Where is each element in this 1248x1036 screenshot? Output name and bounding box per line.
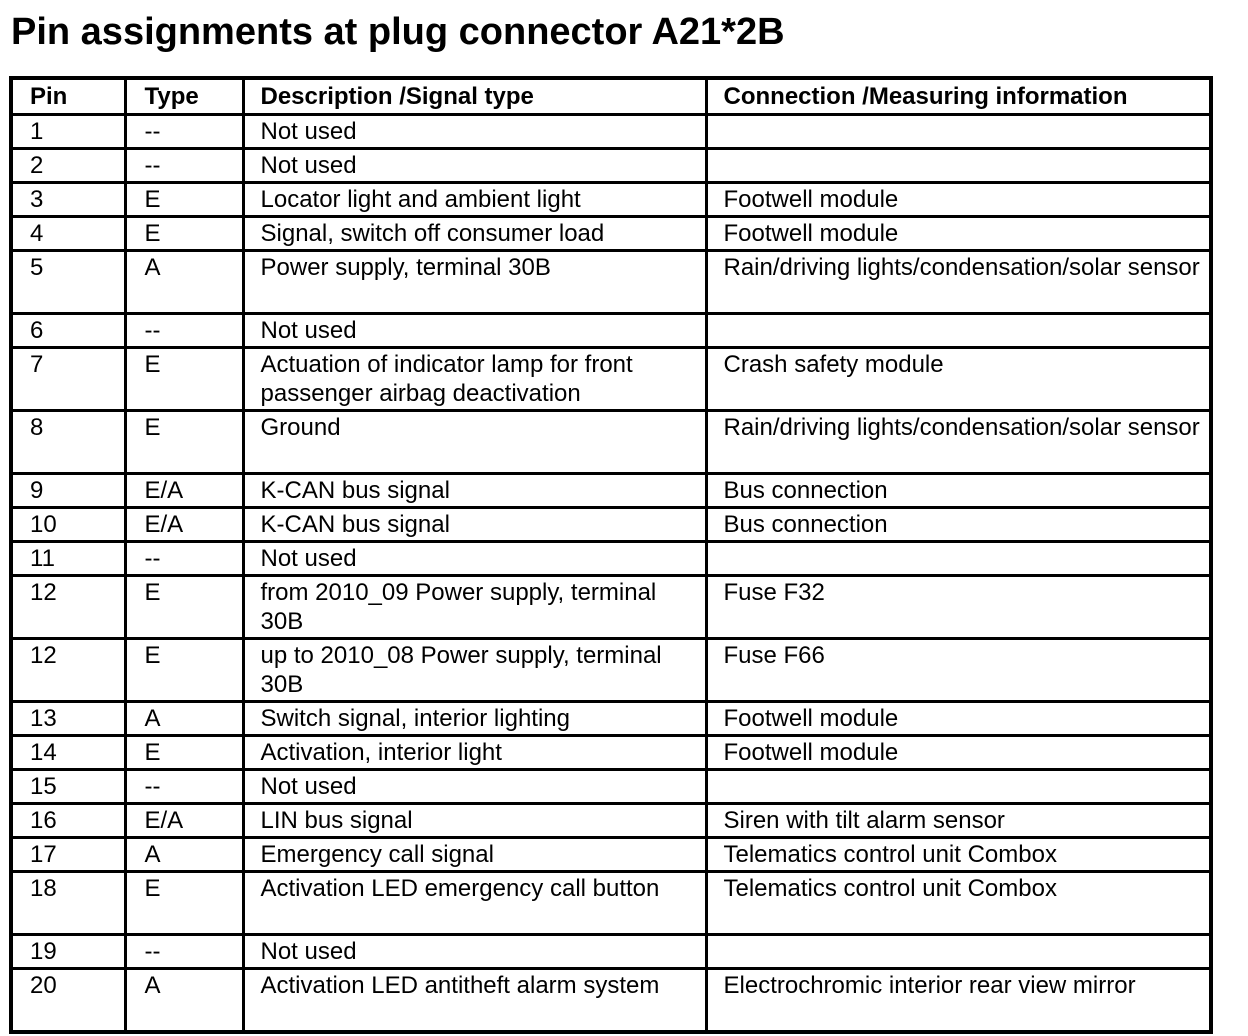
cell-type: -- (125, 770, 243, 804)
cell-connection: Rain/driving lights/condensation/solar sensor (706, 251, 1211, 314)
table-row (11, 115, 1211, 149)
cell-connection (706, 149, 1211, 183)
cell-connection (706, 935, 1211, 969)
cell-connection: Fuse F66 (706, 639, 1211, 702)
cell-pin: 19 (11, 935, 125, 969)
cell-type: E/A (125, 508, 243, 542)
cell-description: Activation, interior light (243, 736, 706, 770)
cell-type: -- (125, 314, 243, 348)
cell-description: Switch signal, interior lighting (243, 702, 706, 736)
cell-pin: 13 (11, 702, 125, 736)
cell-description: up to 2010_08 Power supply, terminal 30B (243, 639, 706, 702)
header-type: Type (125, 78, 243, 115)
cell-pin: 10 (11, 508, 125, 542)
cell-pin: 9 (11, 474, 125, 508)
table-row (11, 348, 1211, 411)
cell-description: Not used (243, 115, 706, 149)
cell-pin: 11 (11, 542, 125, 576)
header-description: Description /Signal type (243, 78, 706, 115)
cell-connection: Footwell module (706, 217, 1211, 251)
table-row (11, 804, 1211, 838)
cell-connection: Telematics control unit Combox (706, 838, 1211, 872)
table-row (11, 542, 1211, 576)
cell-type: E/A (125, 474, 243, 508)
cell-description: Locator light and ambient light (243, 183, 706, 217)
cell-connection: Bus connection (706, 474, 1211, 508)
table-row (11, 508, 1211, 542)
cell-type: A (125, 969, 243, 1033)
cell-description: Ground (243, 411, 706, 474)
cell-pin: 2 (11, 149, 125, 183)
cell-pin: 14 (11, 736, 125, 770)
cell-connection: Siren with tilt alarm sensor (706, 804, 1211, 838)
cell-connection (706, 542, 1211, 576)
cell-connection: Rain/driving lights/condensation/solar sensor (706, 411, 1211, 474)
cell-pin: 1 (11, 115, 125, 149)
cell-description: Power supply, terminal 30B (243, 251, 706, 314)
cell-type: A (125, 251, 243, 314)
cell-description: Activation LED antitheft alarm system (243, 969, 706, 1033)
cell-type: E (125, 183, 243, 217)
table-row (11, 251, 1211, 314)
cell-pin: 7 (11, 348, 125, 411)
cell-type: A (125, 838, 243, 872)
table-row (11, 576, 1211, 639)
cell-description: Not used (243, 149, 706, 183)
cell-type: E/A (125, 804, 243, 838)
table-row (11, 183, 1211, 217)
cell-pin: 16 (11, 804, 125, 838)
table-row (11, 217, 1211, 251)
page-title: Pin assignments at plug connector A21*2B (11, 11, 785, 53)
cell-description: K-CAN bus signal (243, 474, 706, 508)
header-pin: Pin (11, 78, 125, 115)
cell-connection (706, 770, 1211, 804)
cell-connection: Bus connection (706, 508, 1211, 542)
table-row (11, 969, 1211, 1033)
cell-type: E (125, 872, 243, 935)
table-row (11, 770, 1211, 804)
cell-type: -- (125, 149, 243, 183)
cell-description: from 2010_09 Power supply, terminal 30B (243, 576, 706, 639)
cell-type: -- (125, 115, 243, 149)
table-row (11, 935, 1211, 969)
cell-type: E (125, 639, 243, 702)
table-row (11, 149, 1211, 183)
table-row (11, 838, 1211, 872)
cell-type: -- (125, 935, 243, 969)
table-row (11, 736, 1211, 770)
cell-type: E (125, 348, 243, 411)
cell-pin: 15 (11, 770, 125, 804)
cell-connection: Crash safety module (706, 348, 1211, 411)
cell-pin: 4 (11, 217, 125, 251)
table-row (11, 872, 1211, 935)
cell-connection: Footwell module (706, 183, 1211, 217)
table-row (11, 314, 1211, 348)
table-row (11, 702, 1211, 736)
cell-description: LIN bus signal (243, 804, 706, 838)
cell-description: Not used (243, 935, 706, 969)
cell-description: K-CAN bus signal (243, 508, 706, 542)
cell-type: E (125, 736, 243, 770)
cell-connection: Telematics control unit Combox (706, 872, 1211, 935)
cell-description: Not used (243, 770, 706, 804)
cell-type: E (125, 217, 243, 251)
cell-pin: 17 (11, 838, 125, 872)
table-row (11, 639, 1211, 702)
cell-type: A (125, 702, 243, 736)
table-row (11, 411, 1211, 474)
cell-connection (706, 314, 1211, 348)
cell-pin: 12 (11, 576, 125, 639)
cell-description: Signal, switch off consumer load (243, 217, 706, 251)
cell-description: Emergency call signal (243, 838, 706, 872)
header-connection: Connection /Measuring information (706, 78, 1211, 115)
cell-pin: 3 (11, 183, 125, 217)
table-row (11, 474, 1211, 508)
cell-pin: 18 (11, 872, 125, 935)
cell-type: E (125, 576, 243, 639)
cell-type: E (125, 411, 243, 474)
cell-connection: Fuse F32 (706, 576, 1211, 639)
cell-pin: 6 (11, 314, 125, 348)
table-header-row (11, 78, 1211, 115)
pin-assignment-table (9, 76, 1213, 1034)
cell-pin: 8 (11, 411, 125, 474)
cell-connection: Footwell module (706, 702, 1211, 736)
cell-pin: 20 (11, 969, 125, 1033)
cell-pin: 5 (11, 251, 125, 314)
cell-description: Activation LED emergency call button (243, 872, 706, 935)
cell-description: Not used (243, 314, 706, 348)
cell-description: Actuation of indicator lamp for front passenger airbag deactivation (243, 348, 706, 411)
cell-connection: Footwell module (706, 736, 1211, 770)
cell-description: Not used (243, 542, 706, 576)
cell-connection: Electrochromic interior rear view mirror (706, 969, 1211, 1033)
cell-connection (706, 115, 1211, 149)
cell-type: -- (125, 542, 243, 576)
cell-pin: 12 (11, 639, 125, 702)
